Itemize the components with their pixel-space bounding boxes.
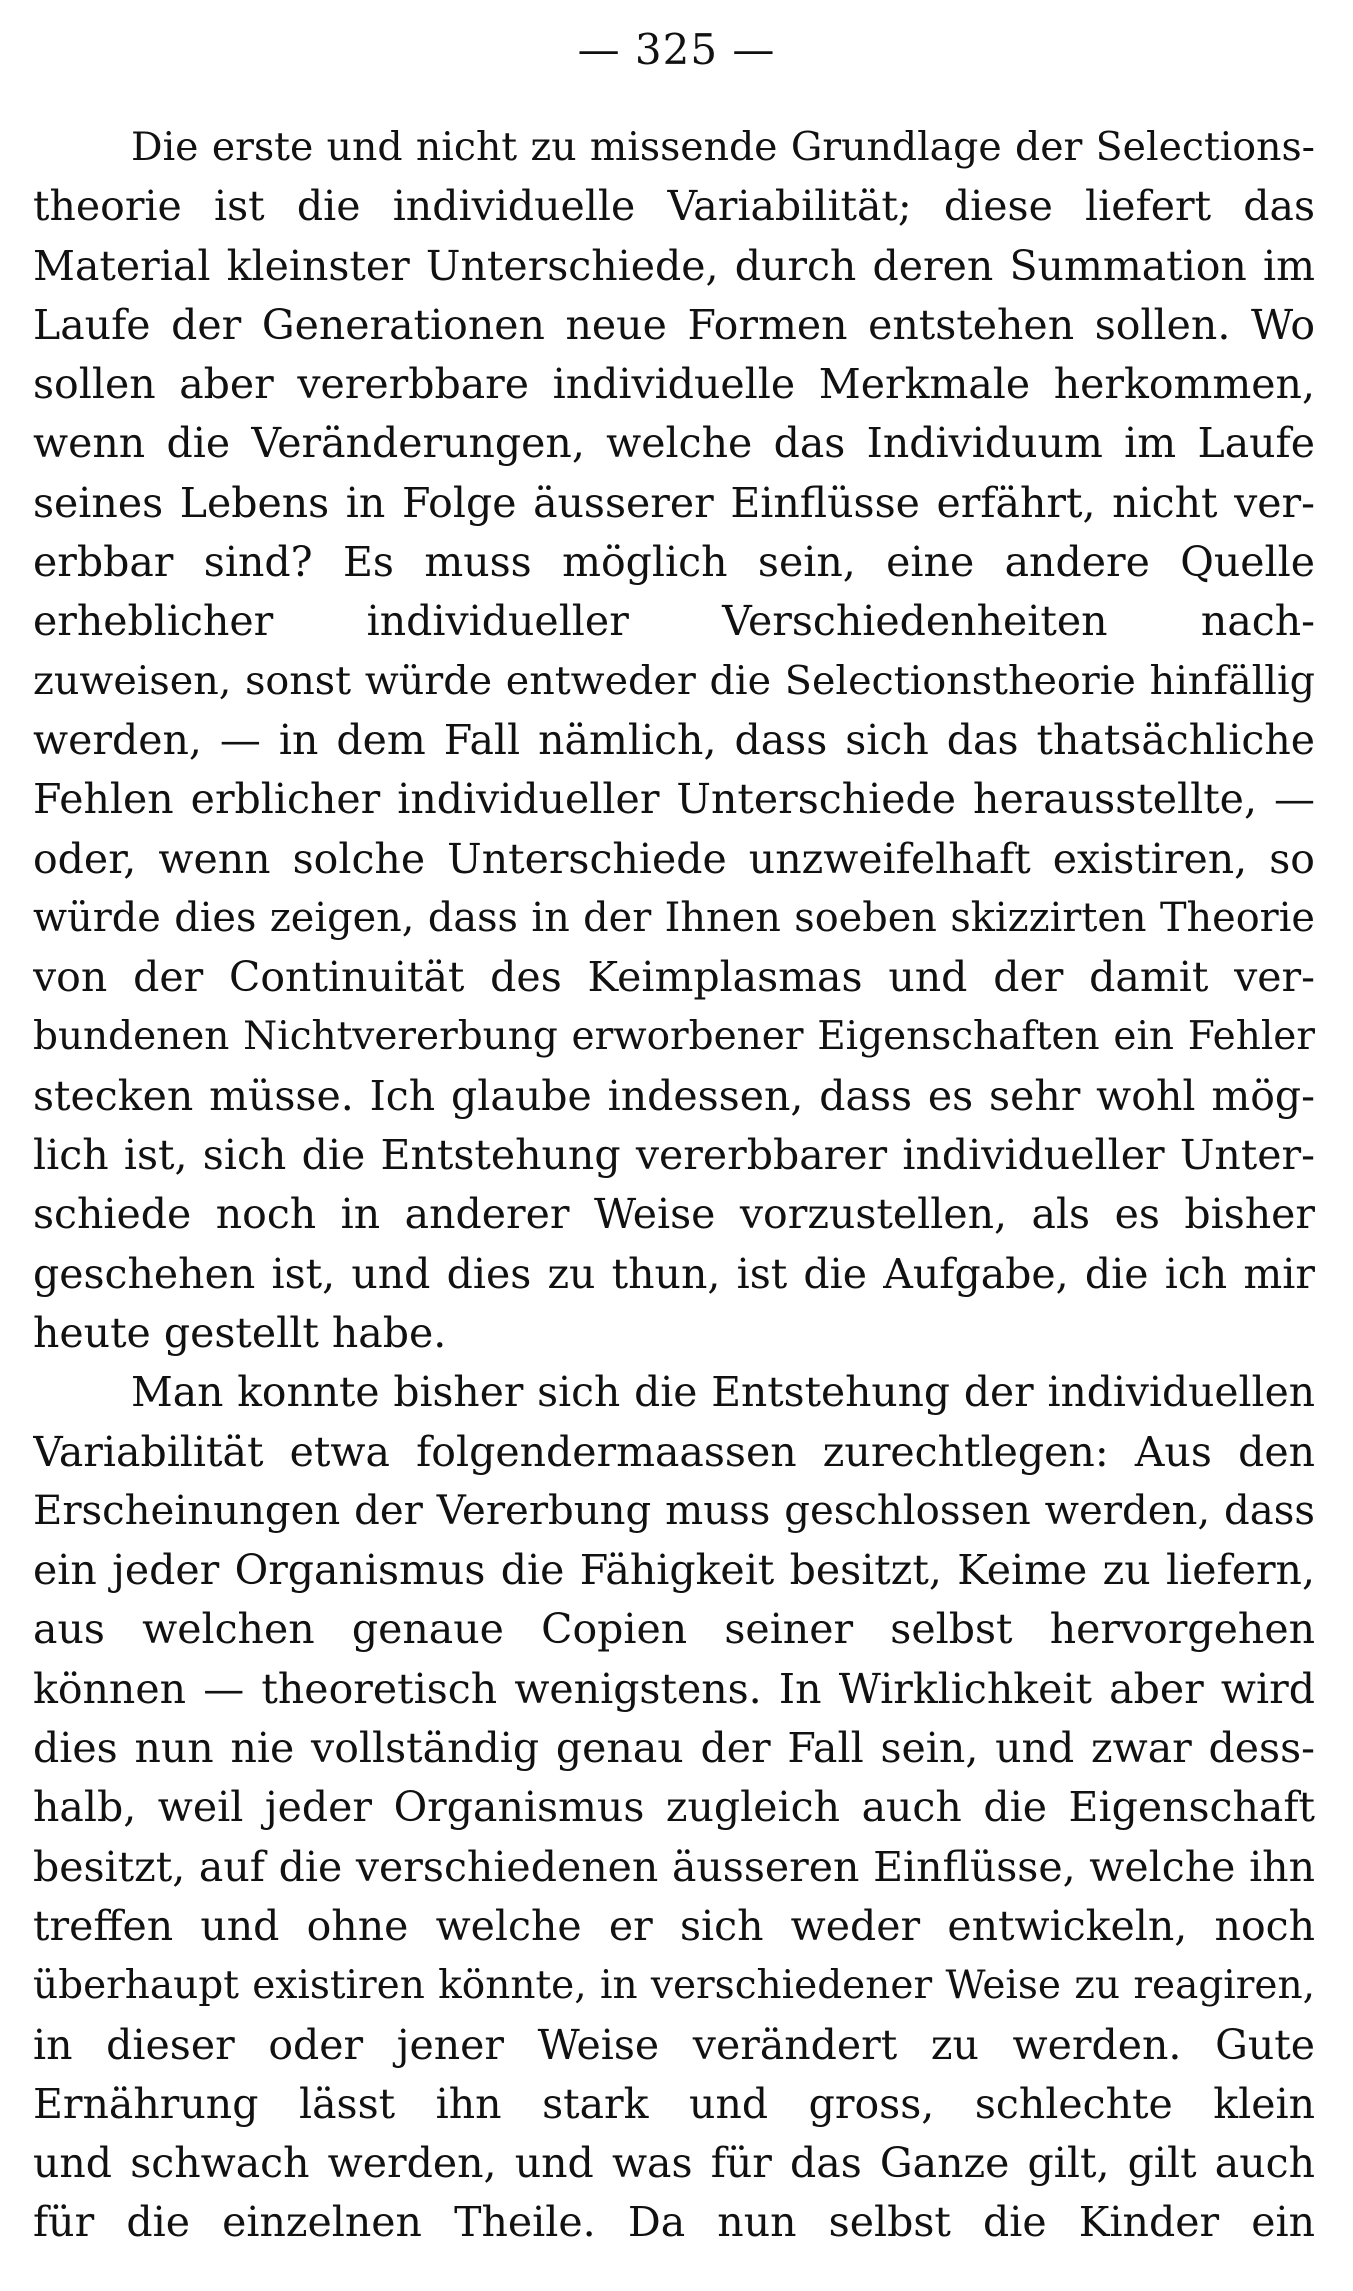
text-line: Man konnte bisher sich die Entstehung der individuellen <box>131 1368 1315 1417</box>
text-line: Erscheinungen der Vererbung muss geschlossen werden, dass <box>33 1487 1315 1534</box>
text-line: werden, — in dem Fall nämlich, dass sich das thatsächliche <box>33 715 1315 764</box>
paragraph-2 <box>33 1363 1315 2252</box>
text-line: geschehen ist, und dies zu thun, ist die Aufgabe, die ich mir <box>33 1249 1315 1298</box>
text-line: Variabilität etwa folgendermaassen zurechtlegen: Aus den <box>33 1427 1315 1476</box>
text-line: treffen und ohne welche er sich weder entwickeln, noch <box>33 1901 1315 1950</box>
text-line: erbbar sind? Es muss möglich sein, eine andere Quelle <box>33 538 1315 587</box>
page-number: — 325 — <box>577 25 776 74</box>
text-line: wenn die Veränderungen, welche das Individuum im Laufe <box>33 419 1315 468</box>
text-line: stecken müsse. Ich glaube indessen, dass es sehr wohl mög- <box>33 1071 1315 1120</box>
text-line: schiede noch in anderer Weise vorzustellen, als es bisher <box>33 1190 1315 1239</box>
text-line: halb, weil jeder Organismus zugleich auch die Eigenschaft <box>33 1783 1315 1832</box>
text-line: für die einzelnen Theile. Da nun selbst die Kinder ein <box>33 2198 1315 2247</box>
text-line: bundenen Nichtvererbung erworbener Eigenschaften ein Fehler <box>33 1014 1315 1060</box>
text-line: lich ist, sich die Entstehung vererbbarer individueller Unter- <box>33 1131 1315 1180</box>
text-line: Fehlen erblicher individueller Unterschiede herausstellte, — <box>33 775 1315 824</box>
text-line: oder, wenn solche Unterschiede unzweifelhaft existiren, so <box>33 834 1315 883</box>
text-line: zuweisen, sonst würde entweder die Selectionstheorie hinfällig <box>33 657 1315 704</box>
text-line: seines Lebens in Folge äusserer Einflüsse erfährt, nicht ver- <box>33 478 1315 527</box>
text-line: erheblicher individueller Verschiedenheiten nach- <box>33 597 1315 646</box>
text-line: können — theoretisch wenigstens. In Wirklichkeit aber wird <box>33 1664 1315 1713</box>
text-line: Ernährung lässt ihn stark und gross, schlechte klein <box>33 2079 1315 2128</box>
text-line: Material kleinster Unterschiede, durch deren Summation im <box>33 241 1315 290</box>
text-line: ein jeder Organismus die Fähigkeit besitzt, Keime zu liefern, <box>33 1546 1315 1595</box>
text-line: dies nun nie vollständig genau der Fall sein, und zwar dess- <box>33 1724 1315 1773</box>
text-line: aus welchen genaue Copien seiner selbst hervorgehen <box>33 1605 1315 1654</box>
text-line: sollen aber vererbbare individuelle Merkmale herkommen, <box>33 360 1315 409</box>
text-line: heute gestellt habe. <box>33 1308 447 1357</box>
text-line: von der Continuität des Keimplasmas und der damit ver- <box>33 953 1315 1002</box>
text-line: in dieser oder jener Weise verändert zu werden. Gute <box>33 2020 1315 2069</box>
text-line: theorie ist die individuelle Variabilität; diese liefert das <box>33 182 1315 231</box>
body-text <box>33 118 1315 2253</box>
text-line: würde dies zeigen, dass in der Ihnen soeben skizzirten Theorie <box>33 894 1315 941</box>
text-line: besitzt, auf die verschiedenen äusseren Einflüsse, welche ihn <box>33 1842 1315 1891</box>
text-line: Laufe der Generationen neue Formen entstehen sollen. Wo <box>33 300 1315 349</box>
text-line: überhaupt existiren könnte, in verschiedener Weise zu reagiren, <box>33 1963 1315 2009</box>
text-line: und schwach werden, und was für das Ganze gilt, gilt auch <box>33 2139 1315 2188</box>
paragraph-1 <box>33 118 1315 1363</box>
text-line: Die erste und nicht zu missende Grundlage der Selections- <box>131 124 1315 170</box>
